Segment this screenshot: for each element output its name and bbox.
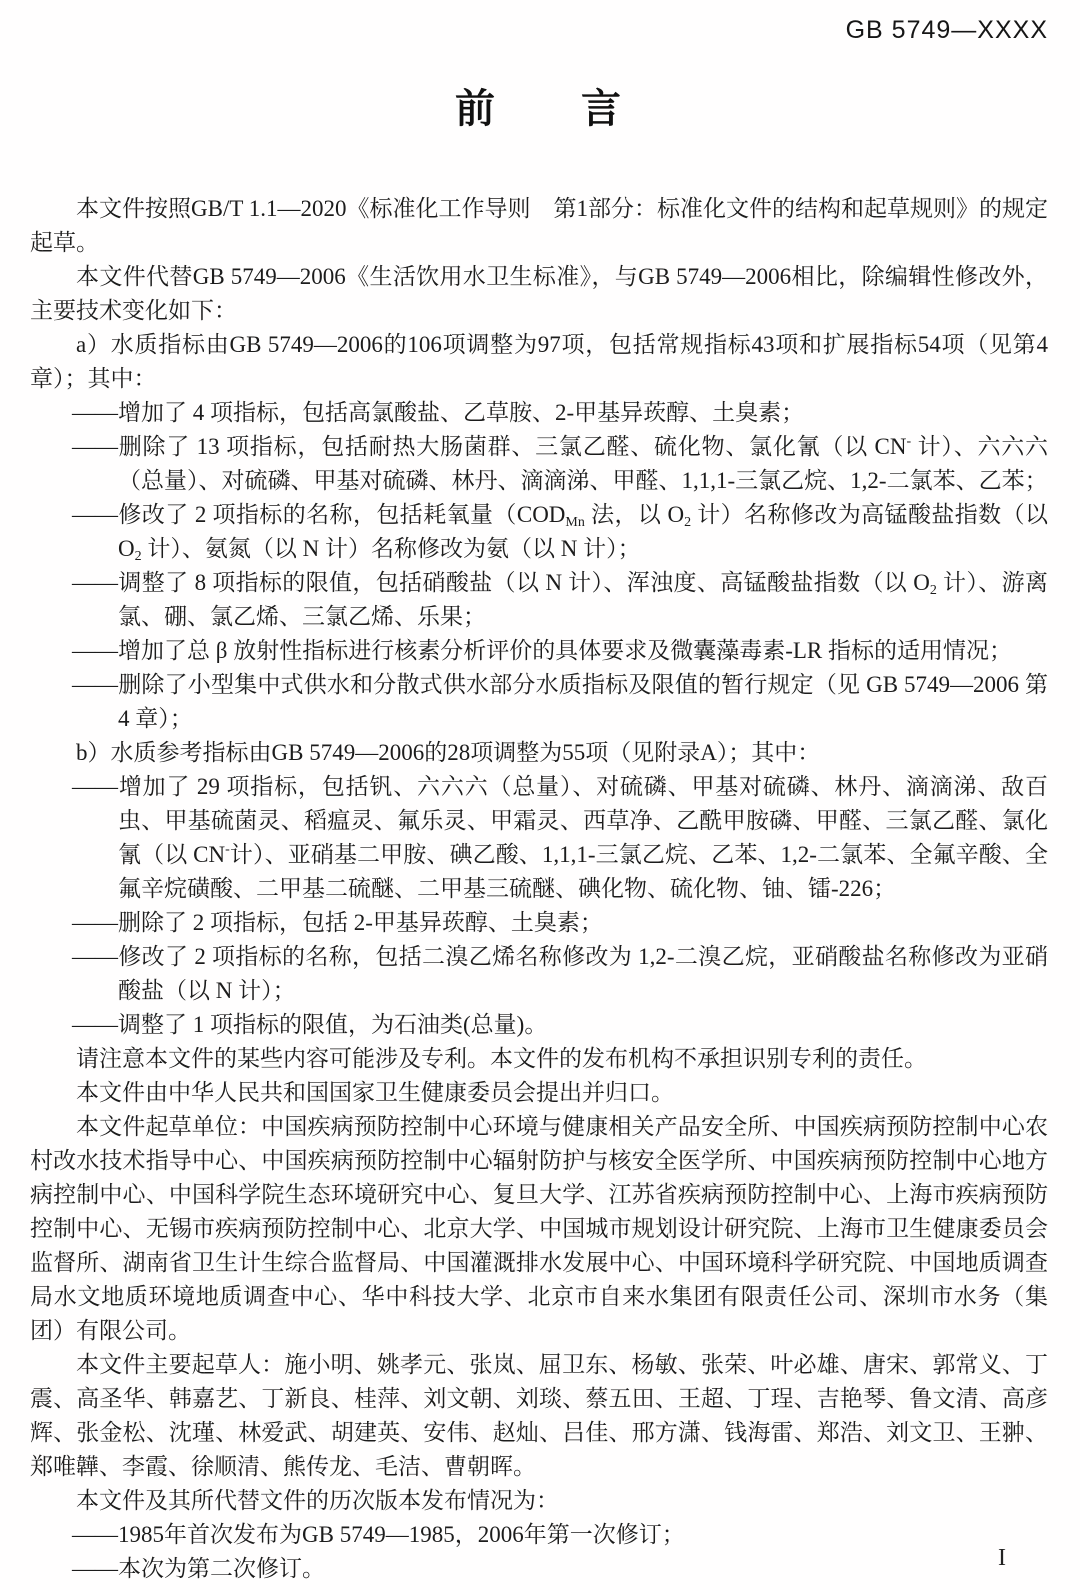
standard-code: GB 5749—XXXX xyxy=(845,16,1048,44)
paragraph xyxy=(30,1110,1048,1348)
text-run: a）水质指标由GB 5749—2006的106项调整为97项，包括常规指标43项和扩展指标54项（见第4章）；其中： xyxy=(30,332,1048,391)
text-run: 本文件按照GB/T 1.1—2020《标准化工作导则 第1部分：标准化文件的结构和起草规则》的规定起草。 xyxy=(30,196,1048,255)
list-item xyxy=(30,634,1048,668)
list-item xyxy=(30,1518,1048,1552)
paragraph xyxy=(30,328,1048,396)
text-run: 计）、游离氯、硼、氯乙烯、三氯乙烯、乐果； xyxy=(118,570,1048,629)
text-run: ——本次为第二次修订。 xyxy=(72,1556,325,1581)
text-run: ——1985年首次发布为GB 5749—1985，2006年第一次修订； xyxy=(72,1522,685,1547)
text-run: b）水质参考指标由GB 5749—2006的28项调整为55项（见附录A）；其中： xyxy=(76,740,821,765)
list-item xyxy=(30,430,1048,498)
text-run: ——调整了 1 项指标的限值，为石油类(总量)。 xyxy=(72,1012,548,1037)
text-run: 本文件由中华人民共和国国家卫生健康委员会提出并归口。 xyxy=(76,1080,674,1105)
text-run: 计）、六六六（总量）、对硫磷、甲基对硫磷、林丹、滴滴涕、甲醛、1,1,1-三氯乙烷、1,2-二氯苯、乙苯； xyxy=(118,434,1049,493)
page-title: 前 言 xyxy=(455,87,623,131)
subscript-text: 2 xyxy=(684,515,692,530)
text-run: 计）、氨氮（以 N 计）名称修改为氨（以 N 计）； xyxy=(141,536,641,561)
text-run: ——删除了 13 项指标，包括耐热大肠菌群、三氯乙醛、硫化物、氯化氰（以 CN xyxy=(72,434,907,459)
list-item xyxy=(30,396,1048,430)
document-body xyxy=(30,192,1048,1586)
superscript-text: - xyxy=(906,434,912,449)
text-run: ——修改了 2 项指标的名称，包括耗氧量（COD xyxy=(72,502,566,527)
list-item xyxy=(30,1552,1048,1586)
paragraph xyxy=(30,1076,1048,1110)
list-item xyxy=(30,1008,1048,1042)
list-item xyxy=(30,566,1048,634)
paragraph xyxy=(30,736,1048,770)
text-run: ——增加了总 β 放射性指标进行核素分析评价的具体要求及微囊藻毒素-LR 指标的适用情况； xyxy=(72,638,1013,663)
paragraph xyxy=(30,260,1048,328)
text-run: 本文件主要起草人：施小明、姚孝元、张岚、屈卫东、杨敏、张荣、叶必雄、唐宋、郭常义、丁震、高圣华、韩嘉艺、丁新良、桂萍、刘文朝、刘琰、蔡五田、王超、丁珵、吉艳琴、鲁文清、高彦辉、张金松、沈瑾、林爱武、胡建英、安伟、赵灿、吕佳、邢方潇、钱海雷、郑浩、刘文卫、王翀、郑唯韡、李霞、徐顺清、熊传龙、毛洁、曹朝晖。 xyxy=(30,1352,1048,1479)
text-run: 计）名称修改为高锰酸盐指数（以 O xyxy=(118,502,1049,561)
list-item xyxy=(30,940,1048,1008)
text-run: 本文件及其所代替文件的历次版本发布情况为： xyxy=(76,1488,559,1513)
text-run: 计）、亚硝基二甲胺、碘乙酸、1,1,1-三氯乙烷、乙苯、1,2-二氯苯、全氟辛酸、全氟辛烷磺酸、二甲基二硫醚、二甲基三硫醚、碘化物、硫化物、铀、镭-226； xyxy=(118,842,1049,901)
paragraph xyxy=(30,192,1048,260)
paragraph xyxy=(30,1348,1048,1484)
paragraph xyxy=(30,1484,1048,1518)
text-run: ——删除了小型集中式供水和分散式供水部分水质指标及限值的暂行规定（见 GB 5749—2006 第 4 章）； xyxy=(72,672,1048,731)
text-run: 本文件起草单位：中国疾病预防控制中心环境与健康相关产品安全所、中国疾病预防控制中心农村改水技术指导中心、中国疾病预防控制中心辐射防护与核安全医学所、中国疾病预防控制中心地方病控制中心、中国科学院生态环境研究中心、复旦大学、江苏省疾病预防控制中心、上海市疾病预防控制中心、无锡市疾病预防控制中心、北京大学、中国城市规划设计研究院、上海市卫生健康委员会监督所、湖南省卫生计生综合监督局、中国灌溉排水发展中心、中国环境科学研究院、中国地质调查局水文地质环境地质调查中心、华中科技大学、北京市自来水集团有限责任公司、深圳市水务（集团）有限公司。 xyxy=(30,1114,1048,1343)
list-item xyxy=(30,668,1048,736)
subscript-text: 2 xyxy=(134,549,142,564)
text-run: 法，以 O xyxy=(584,502,685,527)
text-run: ——修改了 2 项指标的名称，包括二溴乙烯名称修改为 1,2-二溴乙烷，亚硝酸盐名称修改为亚硝酸盐（以 N 计）； xyxy=(72,944,1048,1003)
page-number: I xyxy=(998,1545,1006,1571)
paragraph xyxy=(30,1042,1048,1076)
text-run: 本文件代替GB 5749—2006《生活饮用水卫生标准》，与GB 5749—2006相比，除编辑性修改外，主要技术变化如下： xyxy=(30,264,1048,323)
text-run: 请注意本文件的某些内容可能涉及专利。本文件的发布机构不承担识别专利的责任。 xyxy=(76,1046,927,1071)
list-item xyxy=(30,906,1048,940)
list-item xyxy=(30,498,1048,566)
text-run: ——增加了 29 项指标，包括钒、六六六（总量）、对硫磷、甲基对硫磷、林丹、滴滴涕、敌百虫、甲基硫菌灵、稻瘟灵、氟乐灵、甲霜灵、西草净、乙酰甲胺磷、甲醛、三氯乙醛、氯化氰（以 CN xyxy=(72,774,1048,867)
subscript-text: 2 xyxy=(929,583,937,598)
text-run: ——删除了 2 项指标，包括 2-甲基异莰醇、土臭素； xyxy=(72,910,603,935)
subscript-text: Mn xyxy=(565,515,585,530)
list-item xyxy=(30,770,1048,906)
text-run: ——增加了 4 项指标，包括高氯酸盐、乙草胺、2-甲基异莰醇、土臭素； xyxy=(72,400,805,425)
superscript-text: - xyxy=(225,842,230,857)
text-run: ——调整了 8 项指标的限值，包括硝酸盐（以 N 计）、浑浊度、高锰酸盐指数（以 O xyxy=(72,570,930,595)
